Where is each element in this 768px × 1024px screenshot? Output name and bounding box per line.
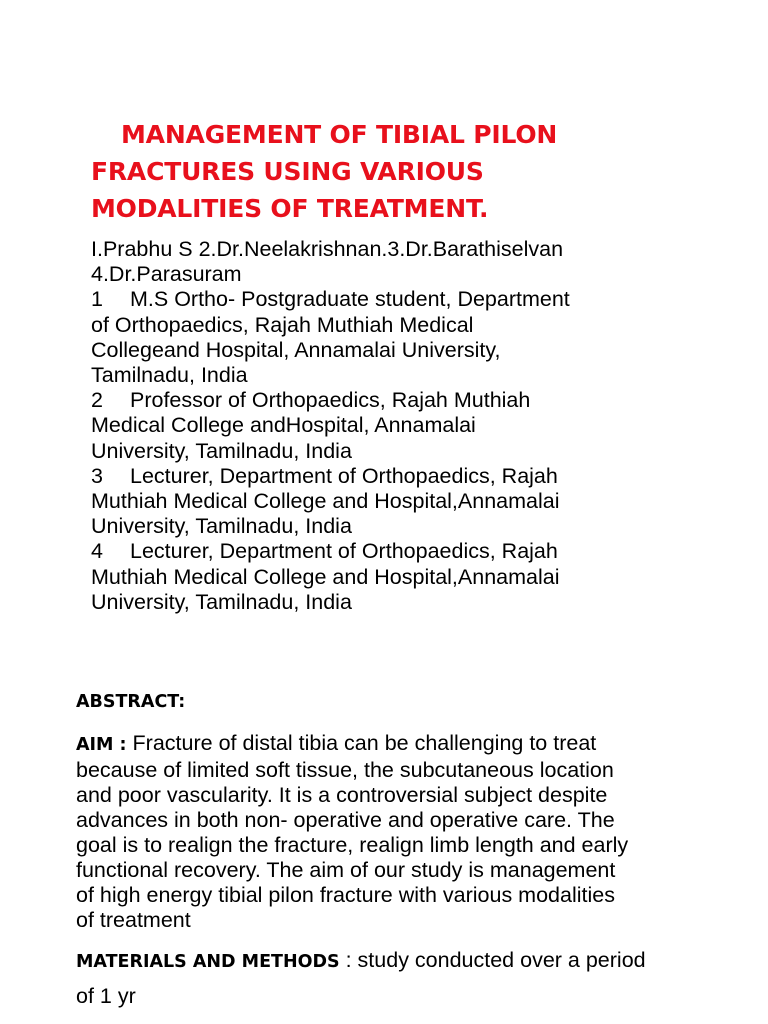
affiliation-text: Muthiah Medical College and Hospital,Annamalai: [91, 489, 560, 514]
affiliation-text: Tamilnadu, India: [91, 363, 248, 388]
affiliation-number: 4: [91, 539, 103, 564]
aim-text-line: and poor vascularity. It is a controversial subject despite: [76, 783, 608, 807]
affiliation-text: Collegeand Hospital, Annamalai University,: [91, 337, 501, 362]
affiliation-text: University, Tamilnadu, India: [91, 438, 352, 463]
affiliation-text: Lecturer, Department of Orthopaedics, Rajah: [130, 463, 558, 488]
affiliation-number: 2: [91, 388, 103, 413]
affiliation-number: 3: [91, 463, 103, 488]
paper-title: [91, 116, 731, 227]
materials-methods-text: of 1 yr: [76, 984, 136, 1008]
materials-methods-text: : study conducted over a period: [339, 948, 646, 972]
aim-paragraph: [76, 731, 736, 933]
affiliation-text: University, Tamilnadu, India: [91, 589, 352, 614]
aim-label: AIM :: [76, 735, 127, 755]
aim-text-line: functional recovery. The aim of our study is management: [76, 858, 616, 882]
affiliation-text: Muthiah Medical College and Hospital,Annamalai: [91, 564, 560, 589]
aim-text-line: Fracture of distal tibia can be challenging to treat: [132, 731, 597, 755]
affiliation-1: [91, 287, 741, 388]
title-line-2: FRACTURES USING VARIOUS: [91, 157, 484, 186]
author-list-line-1: I.Prabhu S 2.Dr.Neelakrishnan.3.Dr.Barathiselvan: [91, 237, 564, 261]
affiliation-text: Lecturer, Department of Orthopaedics, Rajah: [130, 539, 558, 564]
abstract-heading: ABSTRACT:: [76, 692, 186, 712]
materials-methods-label: MATERIALS AND METHODS: [76, 952, 340, 972]
affiliation-text: Professor of Orthopaedics, Rajah Muthiah: [130, 388, 531, 413]
affiliation-text: of Orthopaedics, Rajah Muthiah Medical: [91, 312, 474, 337]
materials-methods-paragraph: [76, 943, 736, 1013]
authors-block: [91, 237, 741, 615]
affiliation-number: 1: [91, 287, 103, 312]
affiliation-3: [91, 464, 741, 540]
aim-text-line: goal is to realign the fracture, realign limb length and early: [76, 833, 629, 857]
affiliation-text: M.S Ortho- Postgraduate student, Department: [130, 287, 570, 312]
affiliation-4: [91, 539, 741, 615]
affiliation-text: University, Tamilnadu, India: [91, 514, 352, 539]
affiliation-2: [91, 388, 741, 464]
title-line-1: MANAGEMENT OF TIBIAL PILON: [121, 120, 558, 149]
aim-text-line: of high energy tibial pilon fracture with various modalities: [76, 883, 615, 907]
title-line-3: MODALITIES OF TREATMENT.: [91, 194, 489, 223]
aim-text-line: of treatment: [76, 908, 191, 932]
aim-text-line: because of limited soft tissue, the subcutaneous location: [76, 758, 614, 782]
affiliation-text: Medical College andHospital, Annamalai: [91, 413, 476, 438]
aim-text-line: advances in both non- operative and operative care. The: [76, 808, 615, 832]
author-list-line-2: 4.Dr.Parasuram: [91, 262, 242, 287]
